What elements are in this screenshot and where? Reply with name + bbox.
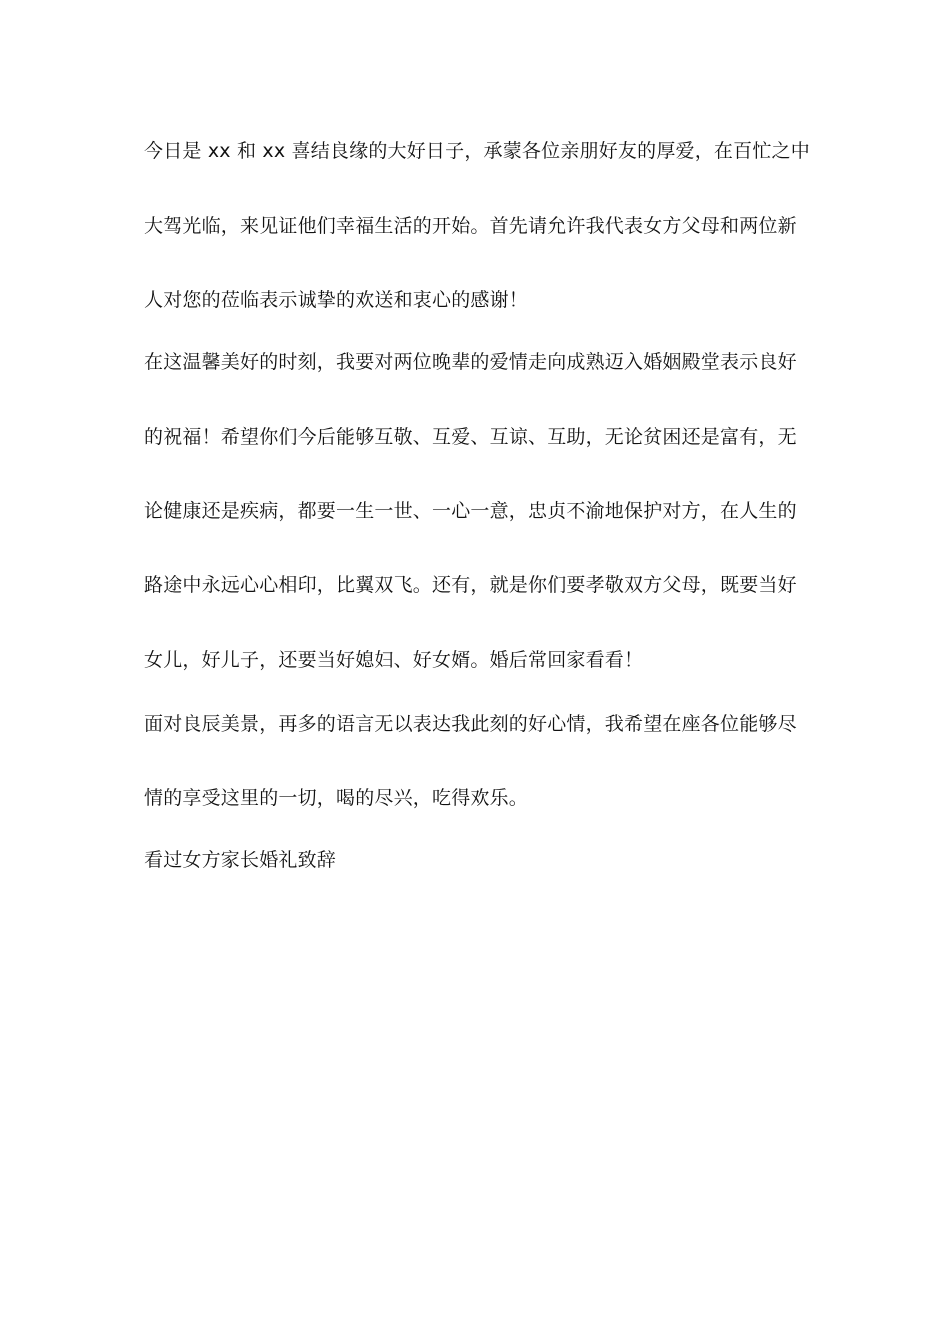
footer-link-text: 看过女方家长婚礼致辞 [144,849,337,871]
text-line: 女儿，好儿子，还要当好媳妇、好女婿。婚后常回家看看！ [144,649,644,671]
text-line: 大驾光临，来见证他们幸福生活的开始。首先请允许我代表女方父母和两位新 [144,215,797,237]
text-line: 情的享受这里的一切，喝的尽兴，吃得欢乐。 [144,787,529,809]
text-line: 的祝福！希望你们今后能够互敬、互爱、互谅、互助，无论贫困还是富有，无 [144,426,797,448]
text-line: 人对您的莅临表示诚挚的欢送和衷心的感谢！ [144,289,529,311]
text-line: 面对良辰美景，再多的语言无以表达我此刻的好心情，我希望在座各位能够尽 [144,713,797,735]
text-line: 论健康还是疾病，都要一生一世、一心一意，忠贞不渝地保护对方，在人生的 [144,500,797,522]
text-line: 今日是 xx 和 xx 喜结良缘的大好日子，承蒙各位亲朋好友的厚爱，在百忙之中 [144,140,810,162]
text-line: 在这温馨美好的时刻，我要对两位晚辈的爱情走向成熟迈入婚姻殿堂表示良好 [144,351,797,373]
text-line: 路途中永远心心相印，比翼双飞。还有，就是你们要孝敬双方父母，既要当好 [144,574,797,596]
